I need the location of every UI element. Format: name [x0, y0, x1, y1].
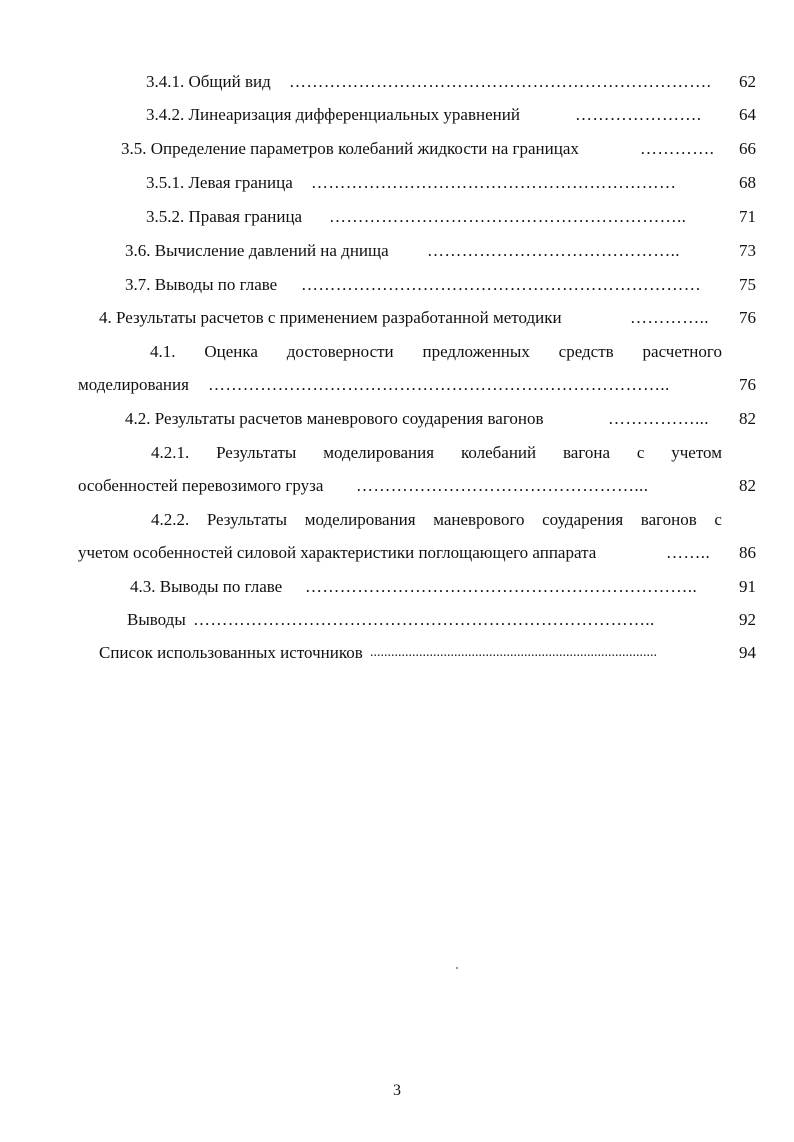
page-number: 3 — [393, 1082, 401, 1099]
toc-leader-dots: …….. — [666, 543, 711, 562]
toc-entry-title: 3.5. Определение параметров колебаний жидкости на границах — [121, 139, 579, 158]
toc-entry-title: 3.4.1. Общий вид — [146, 72, 271, 91]
toc-entry-page: 76 — [739, 308, 756, 327]
toc-entry-page: 94 — [739, 643, 756, 662]
toc-entry-title: 3.4.2. Линеаризация дифференциальных уравнений — [146, 105, 520, 124]
toc-title-word: средств — [558, 342, 614, 361]
toc-title-word: с — [636, 443, 645, 462]
toc-leader-dots: .................................................................................. — [370, 645, 657, 660]
toc-leader-dots: …………………. — [575, 105, 702, 124]
toc-entry-page: 75 — [739, 275, 756, 294]
toc-leader-dots: …………………………………….. — [427, 241, 680, 260]
toc-title-word: 4.2.2. — [151, 510, 190, 529]
toc-title-word: Результаты — [206, 510, 288, 529]
toc-leader-dots: ………………………………………………………………. — [289, 72, 712, 91]
toc-entry-page: 73 — [739, 241, 756, 260]
toc-title-word: маневрового — [433, 510, 525, 529]
toc-entry-page: 82 — [739, 476, 756, 495]
toc-entry-title-line1 — [150, 340, 722, 364]
toc-entry-title-line1 — [151, 508, 722, 532]
toc-entry-page: 76 — [739, 375, 756, 394]
toc-title-word: вагона — [562, 443, 611, 462]
toc-entry-page: 62 — [739, 72, 756, 91]
toc-entry-title: 3.5.1. Левая граница — [146, 173, 293, 192]
toc-title-word: вагонов — [640, 510, 697, 529]
toc-title-word: 4.2.1. — [151, 443, 190, 462]
toc-leader-dots: ………………………………………………………….. — [305, 577, 698, 596]
toc-title-word: моделирования — [304, 510, 416, 529]
toc-title-word: предложенных — [422, 342, 530, 361]
toc-entry-title: Выводы — [127, 610, 186, 629]
toc-entry-title: 4.2. Результаты расчетов маневрового соударения вагонов — [125, 409, 544, 428]
toc-title-word: 4.1. — [150, 342, 176, 361]
toc-leader-dots: …………………………………………... — [356, 476, 649, 495]
toc-leader-dots: …………………………………………………………………….. — [208, 375, 670, 394]
toc-leader-dots: …………. — [640, 139, 715, 158]
toc-entry-title: Список использованных источников — [99, 643, 363, 662]
toc-title-word: с — [714, 510, 722, 529]
toc-entry-page: 91 — [739, 577, 756, 596]
toc-entry-title: учетом особенностей силовой характеристики поглощающего аппарата — [78, 543, 597, 562]
toc-title-word: соударения — [542, 510, 624, 529]
toc-leader-dots: …………………………………………………………………….. — [193, 610, 655, 629]
toc-entry-page: 92 — [739, 610, 756, 629]
toc-entry-title: 3.5.2. Правая граница — [146, 207, 303, 226]
scan-speck — [456, 967, 458, 969]
toc-title-word: учетом — [671, 443, 722, 462]
toc-entry-title: 4.3. Выводы по главе — [130, 577, 283, 596]
toc-entry-page: 64 — [739, 105, 756, 124]
toc-title-word: достоверности — [286, 342, 394, 361]
toc-entry-page: 86 — [739, 543, 756, 562]
toc-leader-dots: ……………………………………………………… — [311, 173, 677, 192]
toc-entry-page: 68 — [739, 173, 756, 192]
toc-title-word: колебаний — [460, 443, 537, 462]
toc-title-word: Результаты — [216, 443, 297, 462]
toc-title-word: Оценка — [204, 342, 258, 361]
toc-entry-title: особенностей перевозимого груза — [78, 476, 324, 495]
toc-entry-title-line1 — [151, 441, 722, 465]
toc-leader-dots: ………….. — [630, 308, 709, 327]
toc-entry-title: 3.6. Вычисление давлений на днища — [125, 241, 389, 260]
toc-entry-title: 4. Результаты расчетов с применением разработанной методики — [99, 308, 562, 327]
toc-entry-title: моделирования — [78, 375, 189, 394]
toc-title-word: расчетного — [642, 342, 722, 361]
toc-entry-page: 71 — [739, 207, 756, 226]
toc-entry-page: 66 — [739, 139, 756, 158]
toc-entry-title: 3.7. Выводы по главе — [125, 275, 278, 294]
toc-leader-dots: …………………………………………………………… — [301, 275, 702, 294]
toc-leader-dots: …………………………………………………….. — [329, 207, 687, 226]
toc-leader-dots: ……………... — [608, 409, 709, 428]
toc-entry-page: 82 — [739, 409, 756, 428]
toc-title-word: моделирования — [323, 443, 435, 462]
